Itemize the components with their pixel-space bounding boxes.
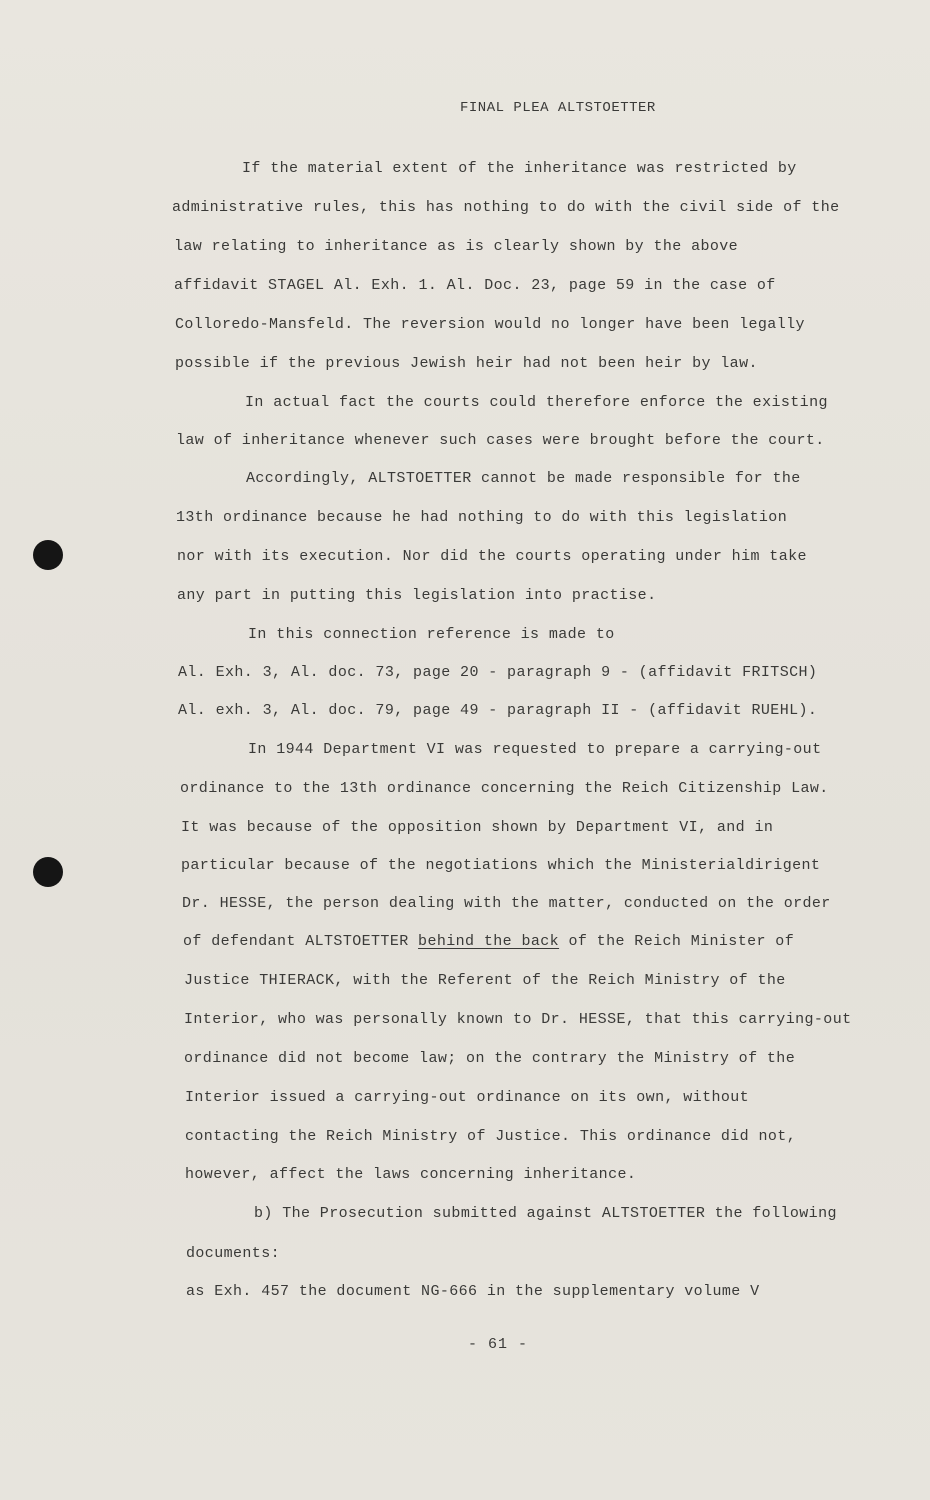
underlined-phrase: behind the back xyxy=(418,933,560,950)
text-line-11: nor with its execution. Nor did the courts operating under him take xyxy=(177,548,807,565)
text-line-20: Dr. HESSE, the person dealing with the matter, conducted on the order xyxy=(182,895,831,912)
text-line-12: any part in putting this legislation into practise. xyxy=(177,587,657,604)
text-line-15: Al. exh. 3, Al. doc. 79, page 49 - paragraph II - (affidavit RUEHL). xyxy=(178,702,818,719)
text-line-21 xyxy=(183,933,794,950)
text-line-6: possible if the previous Jewish heir had not been heir by law. xyxy=(175,355,758,372)
text-line-10: 13th ordinance because he had nothing to do with this legislation xyxy=(176,509,788,526)
text-line-13: In this connection reference is made to xyxy=(248,626,615,643)
text-line-29: documents: xyxy=(186,1245,281,1262)
text-line-2: administrative rules, this has nothing to do with the civil side of the xyxy=(172,199,840,216)
text-line-16: In 1944 Department VI was requested to prepare a carrying-out xyxy=(248,741,822,758)
text-line-18: It was because of the opposition shown by Department VI, and in xyxy=(181,819,774,836)
text-line-9: Accordingly, ALTSTOETTER cannot be made responsible for the xyxy=(246,470,801,487)
text-line-19: particular because of the negotiations which the Ministerialdirigent xyxy=(181,857,821,874)
text-line-21-start: of defendant ALTSTOETTER xyxy=(183,933,419,950)
text-line-22: Justice THIERACK, with the Referent of the Reich Ministry of the xyxy=(184,972,786,989)
text-line-7: In actual fact the courts could therefore enforce the existing xyxy=(245,394,828,411)
page-number: - 61 - xyxy=(468,1336,529,1353)
text-line-25: Interior issued a carrying-out ordinance on its own, without xyxy=(185,1089,750,1106)
text-line-17: ordinance to the 13th ordinance concerning the Reich Citizenship Law. xyxy=(180,780,829,797)
text-line-14: Al. Exh. 3, Al. doc. 73, page 20 - paragraph 9 - (affidavit FRITSCH) xyxy=(178,664,818,681)
text-line-3: law relating to inheritance as is clearly shown by the above xyxy=(174,238,739,255)
text-line-8: law of inheritance whenever such cases were brought before the court. xyxy=(176,432,825,449)
text-line-4: affidavit STAGEL Al. Exh. 1. Al. Doc. 23, page 59 in the case of xyxy=(174,277,776,294)
text-line-27: however, affect the laws concerning inheritance. xyxy=(185,1166,637,1183)
text-line-28: b) The Prosecution submitted against ALTSTOETTER the following xyxy=(254,1205,837,1222)
text-line-1: If the material extent of the inheritance was restricted by xyxy=(242,160,797,177)
page-header: FINAL PLEA ALTSTOETTER xyxy=(460,100,656,116)
text-line-5: Colloredo-Mansfeld. The reversion would no longer have been legally xyxy=(175,316,805,333)
text-line-24: ordinance did not become law; on the contrary the Ministry of the xyxy=(184,1050,796,1067)
text-line-21-end: of the Reich Minister of xyxy=(559,933,795,950)
punch-hole-upper xyxy=(33,540,63,570)
punch-hole-lower xyxy=(33,857,63,887)
text-line-26: contacting the Reich Ministry of Justice. This ordinance did not, xyxy=(185,1128,797,1145)
text-line-23: Interior, who was personally known to Dr. HESSE, that this carrying-out xyxy=(184,1011,852,1028)
text-line-30: as Exh. 457 the document NG-666 in the supplementary volume V xyxy=(186,1283,760,1300)
